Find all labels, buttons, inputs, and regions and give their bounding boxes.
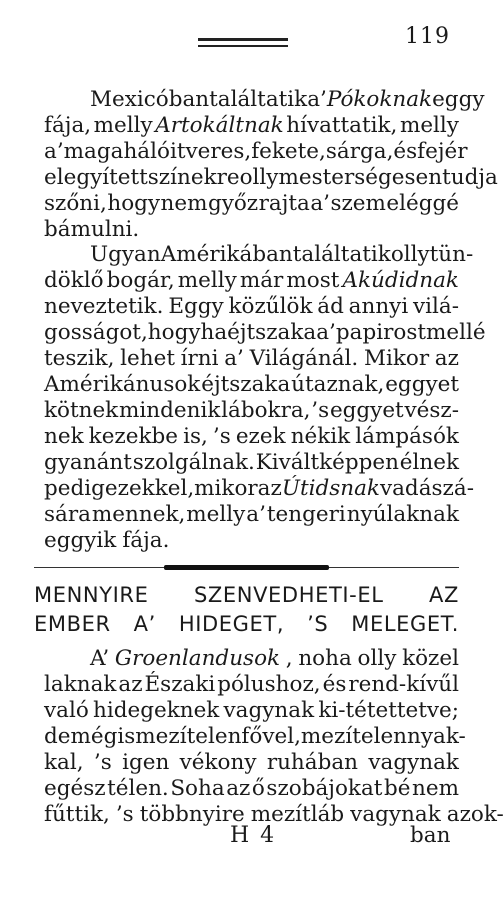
word: közűlök (228, 294, 313, 319)
text-line (44, 698, 459, 724)
word: Amérikában (160, 242, 293, 267)
word: tün- (429, 242, 474, 267)
word: rajta (258, 191, 310, 216)
word: olly (357, 646, 397, 671)
word: mezítláb (250, 802, 345, 827)
catchword: ban (410, 823, 451, 848)
word: fekete, (251, 139, 326, 164)
word: ki-tétettetve; (318, 698, 459, 723)
word: laknak (44, 672, 117, 697)
word: gyanánt (44, 450, 132, 475)
word: rend-kívűl (348, 672, 459, 697)
word: olly (390, 242, 430, 267)
italic-term: Akúdidnak (342, 268, 459, 293)
word: a’ (316, 320, 336, 345)
word: hálóit (123, 139, 186, 164)
word: ’s (115, 802, 134, 827)
word: kezekbe (88, 424, 178, 449)
word: vilá- (413, 294, 459, 319)
word: fűttik, (44, 802, 110, 827)
word: élnek (399, 450, 459, 475)
word: többnyire (139, 802, 245, 827)
word: egész (44, 776, 106, 801)
text-line (44, 346, 459, 372)
word: hogy (107, 191, 161, 216)
word: Eggy (168, 294, 224, 319)
word: de (44, 724, 71, 749)
word: ’s (93, 750, 112, 775)
word: most (286, 268, 340, 293)
word: szőni, (44, 191, 107, 216)
section-heading-line-2 (34, 612, 459, 636)
text-line (44, 165, 498, 191)
word: nyúlaknak (346, 502, 459, 527)
word: mennek, (91, 502, 186, 527)
word: nékik (290, 424, 351, 449)
signature-mark: H 4 (230, 823, 277, 848)
word: mindenik (119, 398, 221, 423)
word: ruhában (266, 750, 359, 775)
word: színekre (147, 165, 240, 190)
word: lábokra, (221, 398, 311, 423)
word: bámulni. (44, 217, 140, 242)
heading-word: A’ (133, 612, 156, 636)
text-line (44, 320, 486, 346)
word: fejér (417, 139, 468, 164)
text-line (44, 750, 459, 776)
italic-term: Pókoknak (326, 87, 433, 112)
word: teszik, (44, 346, 115, 371)
word: veres, (185, 139, 252, 164)
word: Mexicóban (90, 87, 210, 112)
word: eggyet (385, 372, 459, 397)
text-line (44, 476, 474, 502)
word: is (117, 724, 136, 749)
word: már (239, 268, 284, 293)
word: nem (412, 776, 459, 801)
word: annyi (348, 294, 409, 319)
word: bogár, (106, 268, 175, 293)
text-line (44, 294, 459, 320)
word: pedig (44, 476, 105, 501)
word: vész- (404, 398, 459, 423)
word: döklő (44, 268, 104, 293)
word: sára (44, 502, 91, 527)
text-line (44, 424, 459, 450)
word: ’s (311, 398, 330, 423)
word: melly (93, 113, 153, 138)
word: vagynak (223, 698, 315, 723)
heading-word: HIDEGET, (178, 612, 285, 636)
word: közel (402, 646, 459, 671)
word: a’ (246, 502, 266, 527)
word: papirost (335, 320, 426, 345)
word: győz (207, 191, 259, 216)
word: ha (200, 320, 228, 345)
word: tengeri (266, 502, 346, 527)
word: sárga, (325, 139, 394, 164)
word: eggyik (44, 528, 117, 553)
word: vadászá- (379, 476, 474, 501)
word: Kiváltképpen (255, 450, 399, 475)
word: kötnek (44, 398, 119, 423)
word: ő (251, 776, 265, 801)
word: hívattatik, (286, 113, 398, 138)
text-line (44, 528, 459, 554)
word: lámpásók (355, 424, 459, 449)
word: is, (183, 424, 208, 449)
word: noha (298, 646, 352, 671)
word: maga (63, 139, 124, 164)
word: a’ (307, 87, 327, 112)
text-line (44, 139, 468, 165)
text-line (90, 242, 474, 268)
word: kal, (44, 750, 84, 775)
word: Mikor (363, 346, 430, 371)
word: szolgálnak. (132, 450, 255, 475)
text-line (44, 776, 459, 802)
word: tudja (442, 165, 498, 190)
word: mikor (194, 476, 258, 501)
text-line (44, 113, 459, 139)
text-line (44, 502, 459, 528)
word: az (118, 672, 143, 697)
italic-term: Útidsnak (281, 476, 380, 501)
word: pólushoz, (217, 672, 321, 697)
word: nem (160, 191, 208, 216)
word: Ugyan (90, 242, 161, 267)
italic-term: Artokáltnak (155, 113, 284, 138)
word: az (434, 346, 459, 371)
word: ád (317, 294, 344, 319)
word: eggy (432, 87, 485, 112)
word: nyak- (407, 724, 466, 749)
word: Soha (170, 776, 225, 801)
word: hogy (147, 320, 201, 345)
text-line (44, 372, 459, 398)
word: olly (239, 165, 279, 190)
word: a’ (224, 346, 244, 371)
word: találtatik (209, 87, 308, 112)
word: ezek (235, 424, 286, 449)
word: vékony (179, 750, 257, 775)
heading-word: AZ (429, 583, 459, 607)
word: elegyített (44, 165, 148, 190)
text-line (44, 398, 459, 424)
word: melly (399, 113, 459, 138)
word: szem (330, 191, 386, 216)
word: mezítelen (135, 724, 242, 749)
word: A’ (90, 646, 110, 671)
word: lehet (120, 346, 175, 371)
text-line (44, 217, 459, 243)
text-line (44, 450, 459, 476)
word: , (285, 646, 293, 671)
word: mellé (426, 320, 486, 345)
word: neveztetik. (44, 294, 164, 319)
word: eléggé (386, 191, 459, 216)
page-number: 119 (405, 24, 450, 49)
word: és (393, 139, 418, 164)
text-line (44, 191, 459, 217)
word: vagynak (350, 802, 441, 827)
text-line (90, 87, 485, 113)
word: ’s (212, 424, 231, 449)
word: az (257, 476, 282, 501)
word: még (70, 724, 118, 749)
word: Amérikánusok (44, 372, 201, 397)
word: éjtszaka (201, 372, 291, 397)
word: mezítelen (300, 724, 408, 749)
word: bé (383, 776, 411, 801)
word: hidegeknek (93, 698, 220, 723)
text-line (44, 672, 459, 698)
top-decorative-rule (198, 38, 288, 47)
word: azok- (446, 802, 504, 827)
word: vagynak (368, 750, 459, 775)
word: találtatik (292, 242, 391, 267)
word: az (226, 776, 251, 801)
word: igen (122, 750, 170, 775)
word: a’ (44, 139, 64, 164)
section-divider-rule (34, 565, 459, 571)
italic-term: Groenlandusok (114, 646, 281, 671)
heading-word: ’S (307, 612, 329, 636)
word: melly (186, 502, 246, 527)
word: és (322, 672, 347, 697)
section-heading-line-1 (34, 583, 459, 607)
word: útaznak, (291, 372, 385, 397)
text-line (90, 646, 459, 672)
word: gosságot, (44, 320, 148, 345)
heading-word: MENNYIRE (34, 583, 149, 607)
word: télen. (107, 776, 169, 801)
heading-word: MELEGET. (351, 612, 459, 636)
word: nek (44, 424, 84, 449)
word: Északi (144, 672, 216, 697)
text-line (44, 268, 459, 294)
heading-word: EMBER (34, 612, 111, 636)
word: melly (177, 268, 237, 293)
word: éjtszaka (227, 320, 317, 345)
word: ezekkel, (104, 476, 195, 501)
word: fája. (122, 528, 170, 553)
word: mesterségesen (278, 165, 443, 190)
word: írni (180, 346, 219, 371)
word: való (44, 698, 89, 723)
text-line (44, 724, 466, 750)
word: fővel, (241, 724, 301, 749)
heading-word: SZENVEDHETI-EL (194, 583, 384, 607)
word: eggyet (329, 398, 404, 423)
divider-thick-line (164, 565, 329, 570)
word: szobájokat (266, 776, 383, 801)
word: a’ (310, 191, 330, 216)
word: fája, (44, 113, 92, 138)
word: Világánál. (249, 346, 359, 371)
